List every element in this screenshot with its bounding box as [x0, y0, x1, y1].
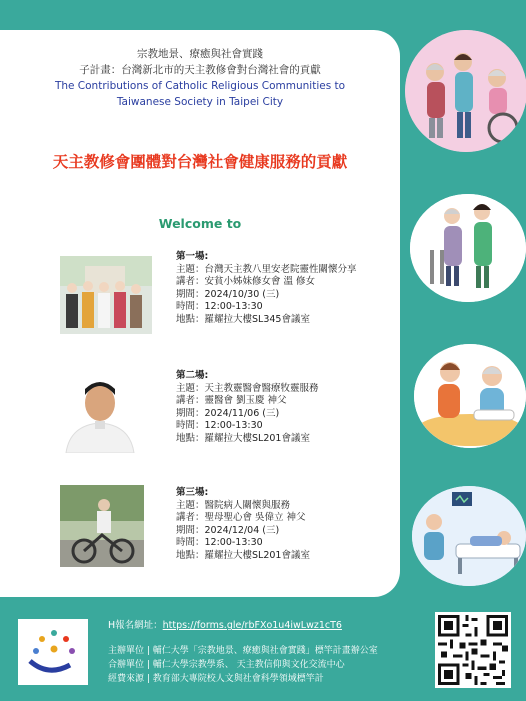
funding-line: 經費來源 | 教育部大專院校人文與社會科學領域標竿計 [108, 674, 324, 684]
session-1-date: 期間：2024/10/30 (三) [176, 288, 280, 300]
welcome-text: Welcome to [158, 216, 242, 231]
registration-label: H報名網址： [108, 620, 163, 631]
walker-illustration [410, 194, 526, 302]
session-1-title: 第一場: [176, 251, 209, 262]
host-line: 主辦單位 | 輔仁大學「宗教地景、療癒與社會實踐」標竿計畫辦公室 [108, 646, 378, 656]
session-2-photo [60, 373, 140, 453]
session-2 [176, 370, 319, 446]
session-3-speaker: 講者：聖母聖心會 吳偉立 神父 [176, 512, 306, 524]
header-line-english-1: The Contributions of Catholic Religious Communities to [54, 80, 346, 92]
session-1-speaker: 講者：安貧小姊妹修女會 溫 修女 [176, 276, 316, 288]
session-2-title: 第二場: [176, 370, 209, 381]
session-2-place: 地點：羅耀拉大樓SL201會議室 [176, 432, 310, 444]
session-3-photo [60, 485, 144, 567]
main-title: 天主教修會團體對台灣社會健康服務的貢獻 [52, 153, 348, 171]
session-3 [176, 487, 310, 563]
qr-code[interactable] [435, 612, 511, 688]
project-logo [18, 619, 88, 685]
session-3-date: 期間：2024/12/04 (三) [176, 524, 280, 536]
header-line-2: 子計畫：台灣新北市的天主教修會對台灣社會的貢獻 [79, 64, 321, 76]
session-3-topic: 主題：醫院病人關懷與服務 [176, 499, 291, 511]
session-1-topic: 主題：台灣天主教八里安老院靈性關懷分享 [176, 263, 357, 275]
session-3-place: 地點：羅耀拉大樓SL201會議室 [176, 549, 310, 561]
session-1-place: 地點：羅耀拉大樓SL345會議室 [176, 313, 310, 325]
session-2-time: 時間：12:00-13:30 [176, 420, 263, 432]
hospital-bed-illustration [412, 486, 526, 586]
session-2-topic: 主題：天主教靈醫會醫療牧靈服務 [176, 382, 319, 394]
session-2-speaker: 講者：靈醫會 劉玉慶 神父 [176, 395, 287, 407]
header-line-english-2: Taiwanese Society in Taipei City [116, 96, 284, 108]
header-line-1: 宗教地景、療癒與社會實踐 [137, 48, 263, 60]
session-1 [176, 251, 357, 327]
session-2-date: 期間：2024/11/06 (三) [176, 407, 280, 419]
session-1-photo [60, 256, 152, 334]
registration-link[interactable]: https://forms.gle/rbFXo1u4iwLwz1cT6 [162, 620, 342, 631]
session-3-time: 時間：12:00-13:30 [176, 537, 263, 549]
cohost-line: 合辦單位 | 輔仁大學宗教學系、 天主教信仰與文化交流中心 [108, 660, 345, 670]
session-1-time: 時間：12:00-13:30 [176, 301, 263, 313]
registration-line [108, 617, 342, 631]
caregiver-illustration [414, 344, 526, 448]
session-3-title: 第三場: [176, 487, 209, 498]
elderly-care-illustration [405, 30, 526, 152]
